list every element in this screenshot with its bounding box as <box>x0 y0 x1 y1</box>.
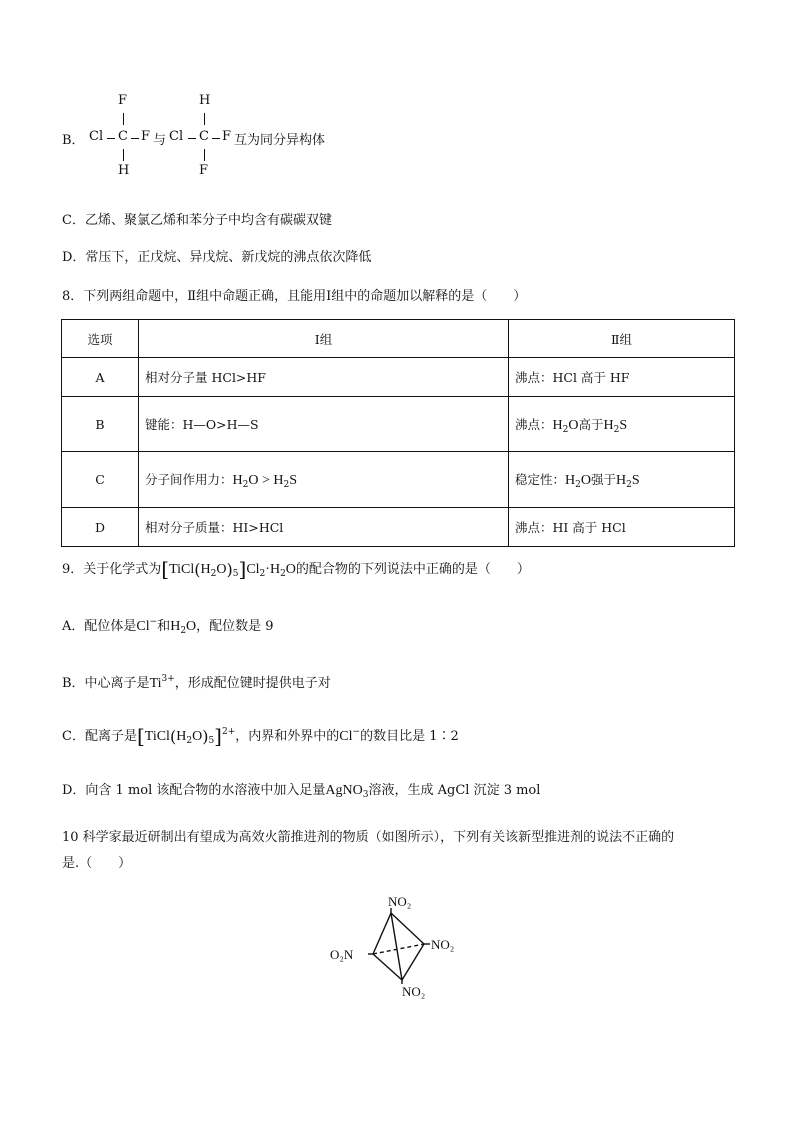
complex-formula: $[TiCl(H_2O)_5]Cl_2\cdot H_2O$ <box>161 557 296 581</box>
table-cell-option: C <box>62 452 139 508</box>
right-atom-1: F <box>141 129 151 144</box>
group-left-2: Cl <box>169 129 184 144</box>
bond-line <box>402 944 424 980</box>
center-atom-2: C <box>199 129 209 144</box>
bond-horizontal <box>131 138 139 139</box>
question-8-stem: 8．下列两组命题中，Ⅱ组中命题正确，且能用Ⅰ组中的命题加以解释的是（ ） <box>62 289 527 304</box>
table-cell-option: A <box>62 358 139 397</box>
table-header: Ⅰ组 <box>139 320 509 358</box>
question-9-option-d: D．向含 1 mol 该配合物的水溶液中加入足量AgNO$_3$溶液，生成 AgCl 沉淀 3 mol <box>62 783 541 800</box>
group-left-1: Cl <box>89 129 104 144</box>
question-8-table <box>61 319 735 547</box>
question-10-stem-line1: 10 科学家最近研制出有望成为高效火箭推进剂的物质（如图所示），下列有关该新型推进剂的说法不正确的 <box>62 830 675 845</box>
atom-bottom-right: F <box>199 163 209 178</box>
tetrahedral-molecule-figure <box>320 893 490 1008</box>
table-cell-group1: 相对分子量 HCl>HF <box>139 358 509 397</box>
option-b-label: B． <box>62 133 85 148</box>
right-atom-2: F <box>222 129 232 144</box>
o2n-label-left: O₂N <box>330 947 354 962</box>
table-cell-option: D <box>62 508 139 547</box>
no2-label-right: NO₂ <box>431 937 455 952</box>
option-d: D．常压下，正戊烷、异戊烷、新戊烷的沸点依次降低 <box>62 250 372 265</box>
table-cell-group2: 沸点：HI 高于 HCl <box>509 508 735 547</box>
bond-line-dashed <box>373 944 424 954</box>
bond-horizontal <box>107 138 115 139</box>
bond-horizontal <box>212 138 220 139</box>
question-9-option-b: B．中心离子是$Ti^{3+}$，形成配位键时提供电子对 <box>62 674 331 691</box>
bond-horizontal <box>188 138 196 139</box>
bond-vertical <box>123 149 124 161</box>
bond-vertical <box>204 113 205 125</box>
table-cell-group2: 沸点：$H_2O$高于$H_2S$ <box>509 397 735 452</box>
connector-text: 与 <box>153 133 167 148</box>
question-10-stem-line2: 是.（ ） <box>62 856 132 871</box>
question-9-stem: 9．关于化学式为$[TiCl(H_2O)_5]Cl_2\cdot H_2O$的配合物的下列说法中正确的是（ ） <box>62 557 530 581</box>
atom-top-left: F <box>118 93 128 108</box>
table-cell-group1: 相对分子质量：HI>HCl <box>139 508 509 547</box>
bond-vertical <box>204 149 205 161</box>
bond-line <box>373 913 391 954</box>
bond-vertical <box>123 113 124 125</box>
table-header: 选项 <box>62 320 139 358</box>
table-row <box>62 358 735 397</box>
table-row <box>62 397 735 452</box>
no2-label-bottom: NO₂ <box>402 984 426 999</box>
table-cell-group2: 沸点：HCl 高于 HF <box>509 358 735 397</box>
complex-ion: $[TiCl(H_2O)_5]^{2+}$ <box>136 724 236 748</box>
atom-bottom-left: H <box>118 163 130 178</box>
table-row <box>62 508 735 547</box>
no2-label-top: NO₂ <box>388 894 412 909</box>
table-header: Ⅱ组 <box>509 320 735 358</box>
table-row <box>62 452 735 508</box>
option-c: C．乙烯、聚氯乙烯和苯分子中均含有碳碳双键 <box>62 213 332 228</box>
question-9-option-a: A．配位体是Cl−和$H_2O$，配位数是 9 <box>62 617 274 636</box>
table-cell-group1: 键能：H—O>H—S <box>139 397 509 452</box>
question-9-option-c: C．配离子是$[TiCl(H_2O)_5]^{2+}$，内界和外界中的Cl−的数目比是 1∶2 <box>62 724 459 748</box>
table-header-row <box>62 320 735 358</box>
table-cell-option: B <box>62 397 139 452</box>
center-atom-1: C <box>118 129 128 144</box>
bond-line <box>391 913 402 980</box>
table-cell-group2: 稳定性：$H_2O$强于$H_2S$ <box>509 452 735 508</box>
table-cell-group1: 分子间作用力：$H_2O > H_2S$ <box>139 452 509 508</box>
option-b-tail: 互为同分异构体 <box>234 133 326 148</box>
atom-top-right: H <box>199 93 211 108</box>
bond-line <box>373 954 402 980</box>
